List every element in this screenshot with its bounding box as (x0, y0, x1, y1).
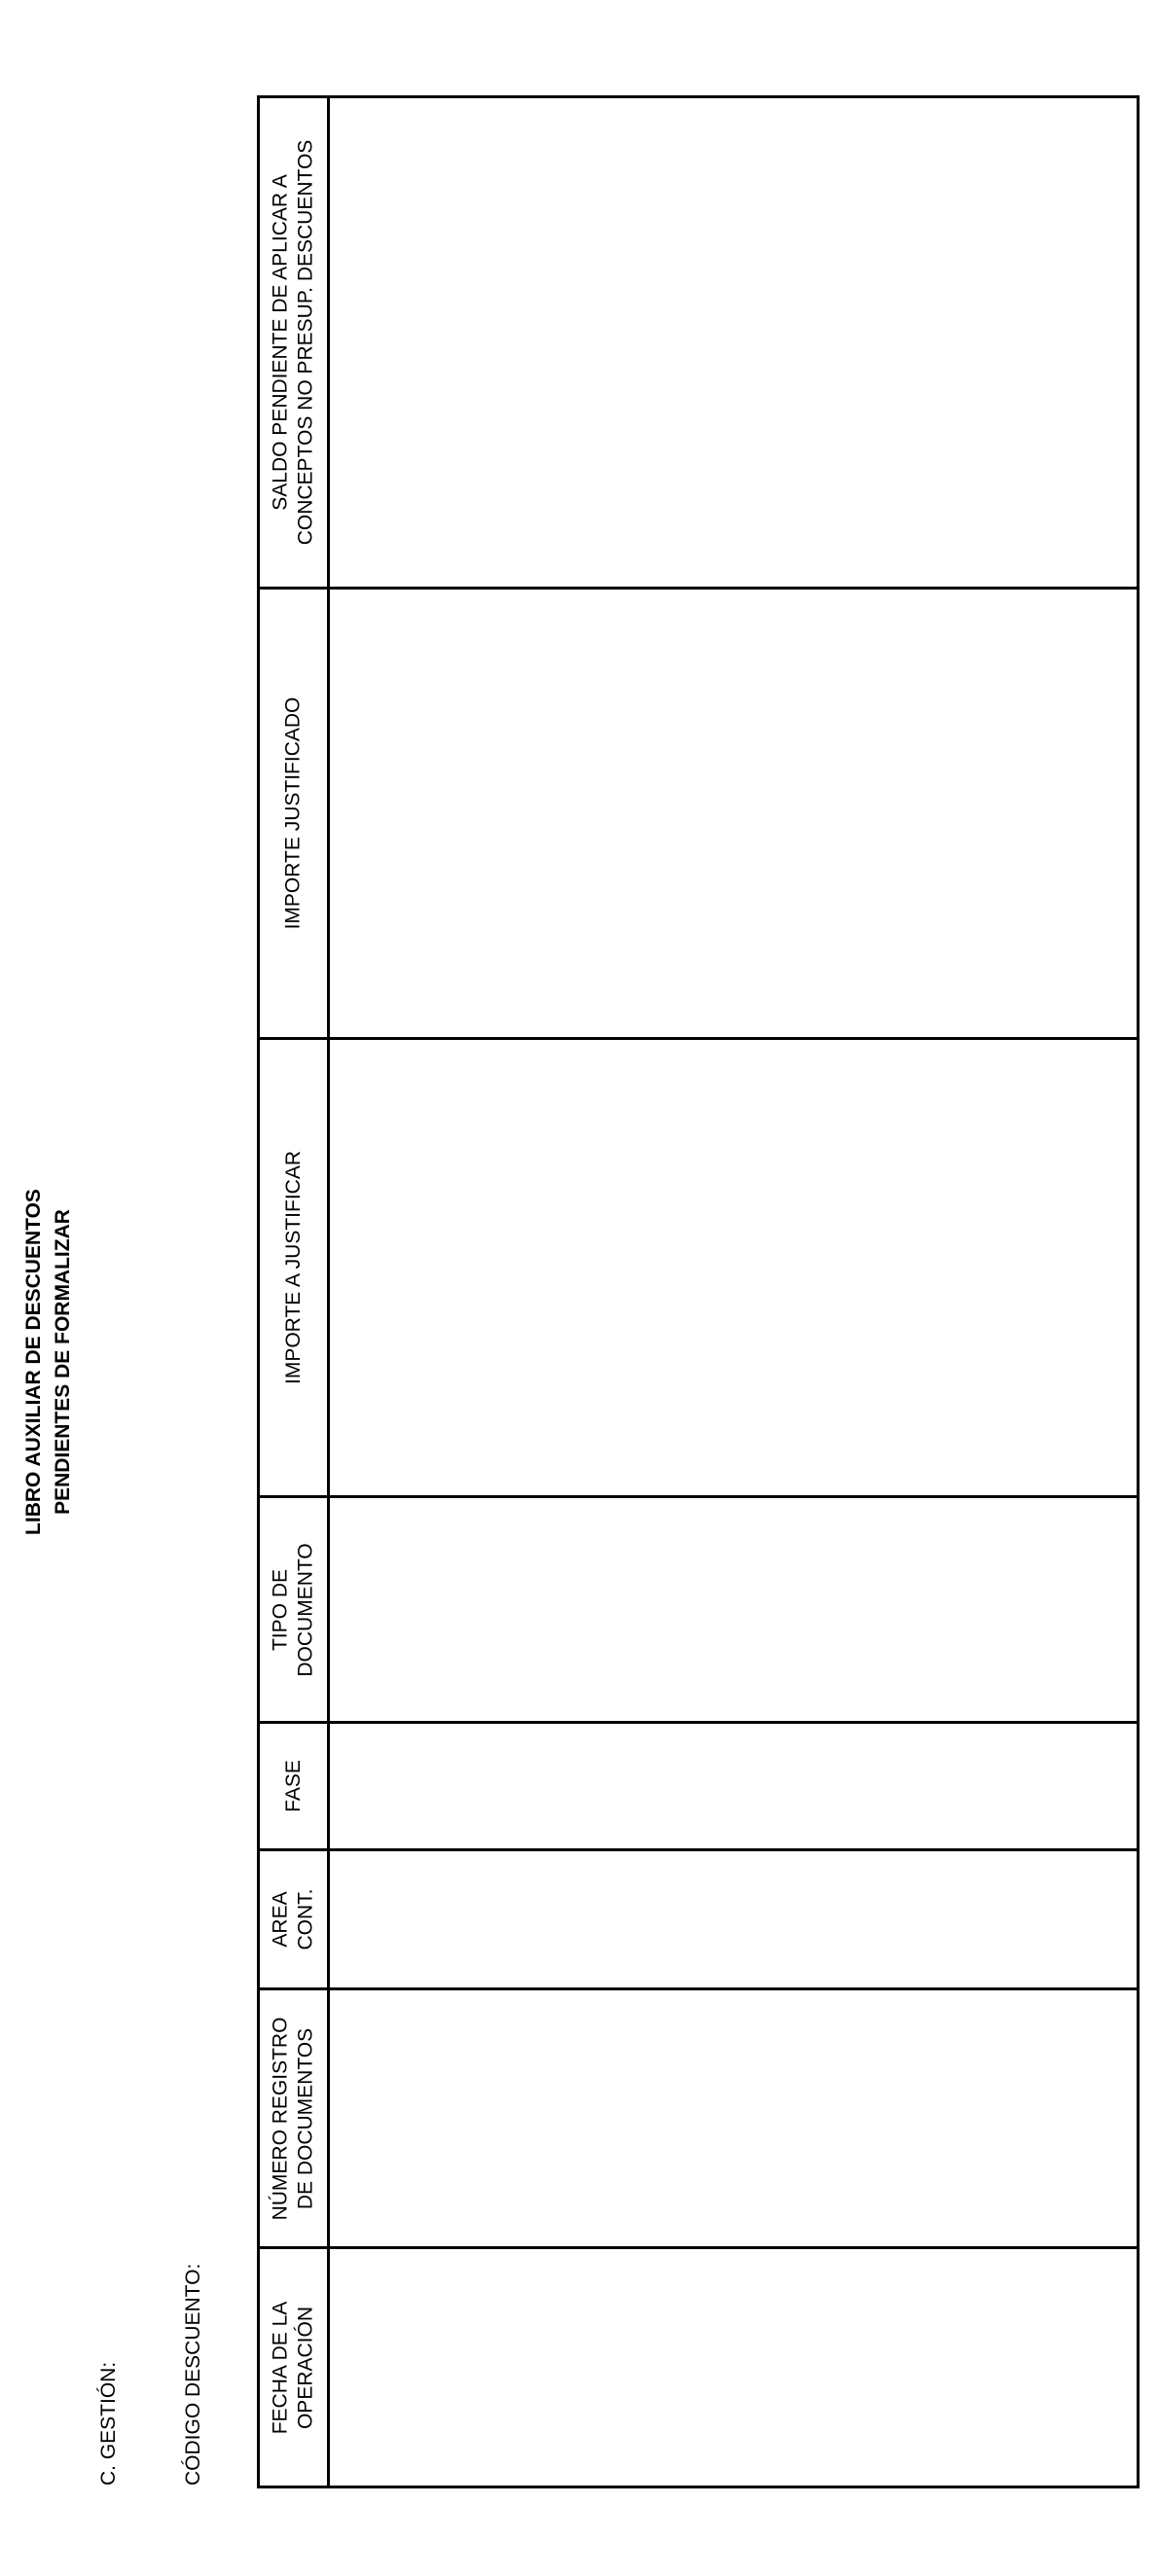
header-line-2: CONT. (294, 1888, 317, 1950)
gestion-label: C. GESTIÓN: (97, 2361, 120, 2486)
header-line-1: IMPORTE JUSTIFICADO (281, 697, 305, 930)
header-line-1: IMPORTE A JUSTIFICAR (281, 1151, 305, 1384)
cell-importe-a-justificar[interactable] (330, 1040, 1137, 1495)
header-line-1: SALDO PENDIENTE DE APLICAR A (269, 174, 292, 511)
cell-importe-justificado[interactable] (330, 590, 1137, 1037)
cell-numero-registro[interactable] (330, 1990, 1137, 2246)
column-header-tipo-documento (260, 1498, 327, 1721)
column-header-fecha-operacion (260, 2249, 327, 2486)
header-line-1: FECHA DE LA (269, 2301, 292, 2434)
header-line-1: AREA (269, 1891, 292, 1948)
header-line-2: OPERACIÓN (294, 2306, 317, 2429)
header-line-2: DOCUMENTO (294, 1542, 317, 1677)
column-header-area-cont (260, 1851, 327, 1987)
header-line-1: TIPO DE (269, 1568, 292, 1651)
cell-tipo-documento[interactable] (330, 1498, 1137, 1721)
column-header-saldo-pendiente (260, 98, 327, 587)
column-header-importe-justificado (260, 590, 327, 1037)
title-line-2: PENDIENTES DE FORMALIZAR (52, 1209, 74, 1515)
header-line-1: NÚMERO REGISTRO (269, 2017, 292, 2220)
column-header-importe-a-justificar (260, 1040, 327, 1495)
document-title (19, 1158, 88, 1566)
cell-area-cont[interactable] (330, 1851, 1137, 1987)
title-line-1: LIBRO AUXILIAR DE DESCUENTOS (22, 1189, 45, 1535)
header-line-2: DE DOCUMENTOS (294, 2027, 317, 2209)
cell-fase[interactable] (330, 1724, 1137, 1848)
codigo-descuento-label: CÓDIGO DESCUENTO: (182, 2263, 204, 2486)
cell-saldo-pendiente[interactable] (330, 98, 1137, 587)
header-line-1: FASE (281, 1760, 305, 1812)
cell-fecha-operacion[interactable] (330, 2249, 1137, 2486)
header-line-2: CONCEPTOS NO PRESUP. DESCUENTOS (294, 139, 317, 546)
column-header-fase (260, 1724, 327, 1848)
column-header-numero-registro (260, 1990, 327, 2246)
